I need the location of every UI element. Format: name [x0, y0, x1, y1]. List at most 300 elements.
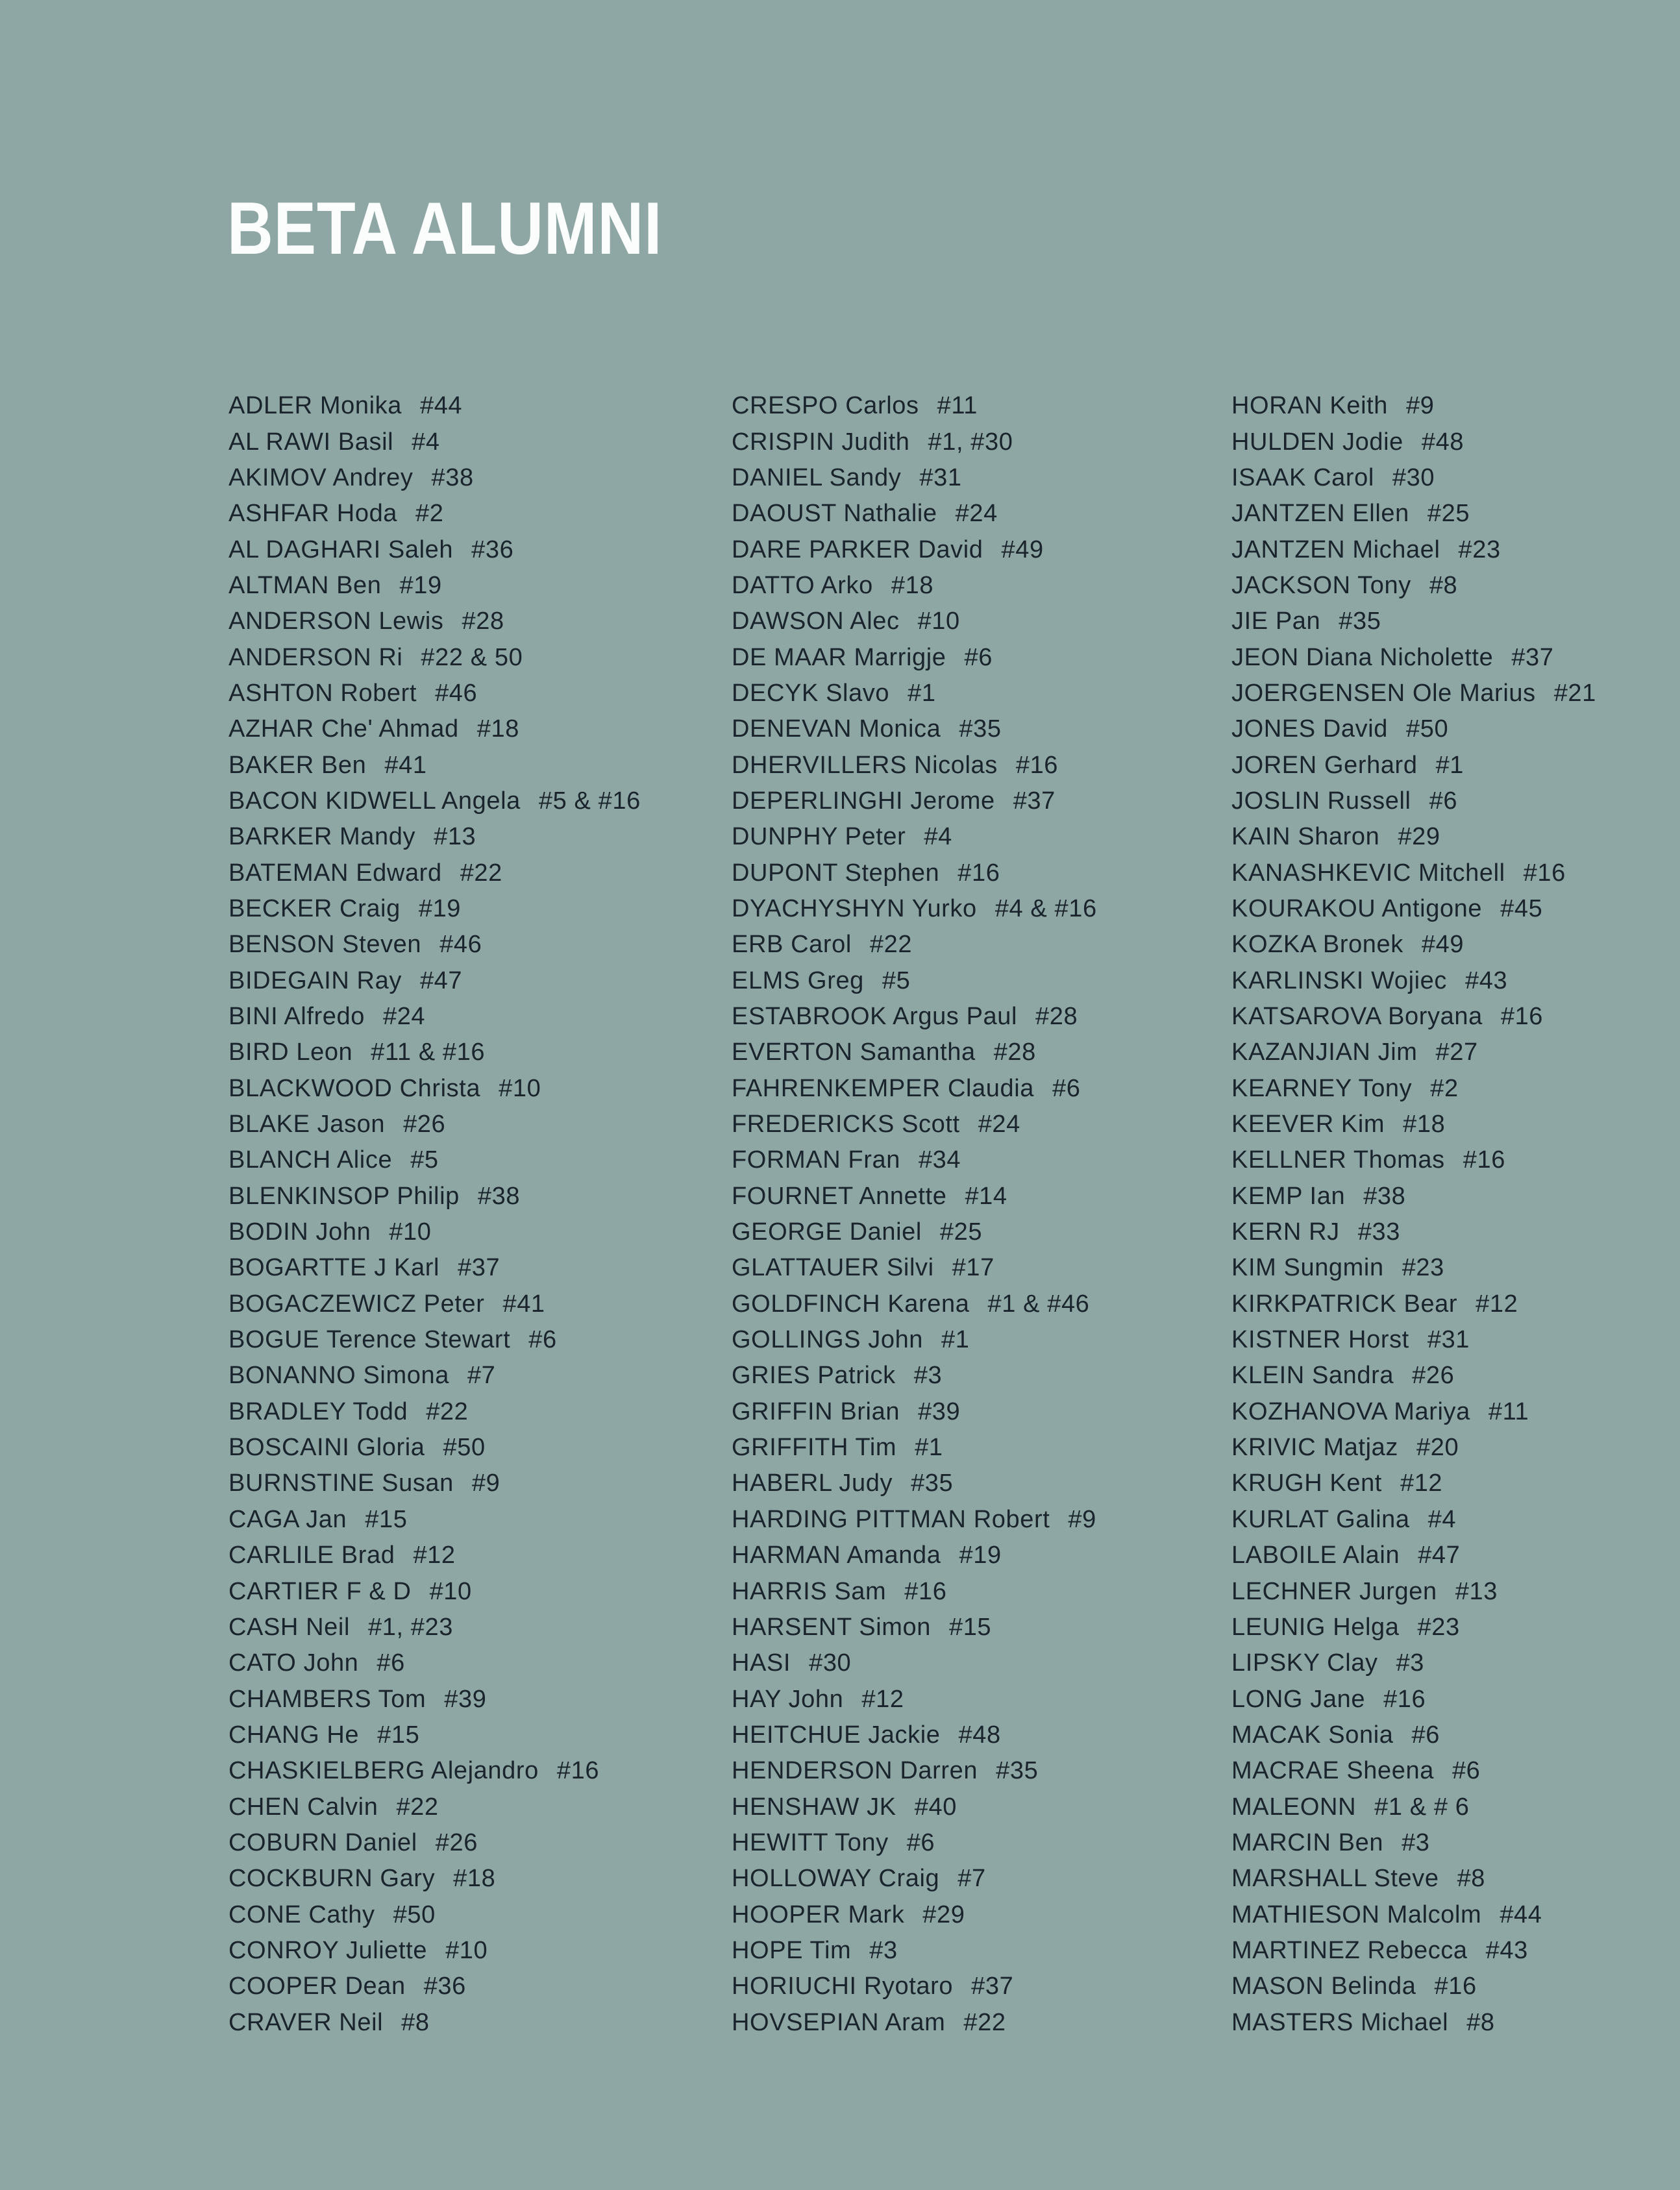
- alumni-issue-number: #1: [1435, 751, 1464, 779]
- list-item: [1231, 1573, 1680, 1609]
- alumni-issue-number: #17: [952, 1254, 994, 1282]
- alumni-issue-number: #35: [1339, 608, 1381, 635]
- alumni-name: ANDERSON Lewis: [229, 608, 444, 635]
- alumni-name: KEARNEY Tony: [1231, 1074, 1413, 1102]
- list-item: [1231, 1933, 1680, 1969]
- alumni-issue-number: #3: [869, 1936, 898, 1964]
- alumni-name: ERB Carol: [732, 931, 852, 959]
- list-item: [229, 1933, 722, 1969]
- alumni-issue-number: #23: [1458, 535, 1501, 563]
- alumni-name: KURLAT Galina: [1231, 1505, 1410, 1533]
- alumni-name: LIPSKY Clay: [1231, 1649, 1378, 1677]
- alumni-issue-number: #10: [429, 1577, 472, 1605]
- alumni-name: HARSENT Simon: [732, 1613, 931, 1641]
- alumni-issue-number: #18: [891, 571, 934, 599]
- alumni-issue-number: #37: [1013, 787, 1056, 815]
- list-item: [732, 855, 1225, 891]
- alumni-name: CHANG He: [229, 1721, 360, 1749]
- alumni-issue-number: #16: [556, 1757, 600, 1785]
- list-item: [229, 1861, 722, 1897]
- list-item: [1231, 1681, 1680, 1717]
- list-item: [732, 1897, 1225, 1932]
- list-item: [1231, 1789, 1680, 1825]
- list-item: [732, 496, 1225, 532]
- list-item: [732, 1861, 1225, 1897]
- list-item: [1231, 1035, 1680, 1070]
- alumni-name: MACRAE Sheena: [1231, 1757, 1434, 1785]
- alumni-issue-number: #20: [1416, 1434, 1459, 1462]
- list-item: [732, 963, 1225, 999]
- list-item: [229, 568, 722, 604]
- list-item: [229, 1107, 722, 1142]
- alumni-issue-number: #45: [1500, 894, 1543, 922]
- alumni-name: BONANNO Simona: [229, 1362, 449, 1390]
- list-item: [1231, 676, 1680, 711]
- alumni-issue-number: #3: [1396, 1649, 1425, 1677]
- list-item: [229, 1179, 722, 1214]
- alumni-name: CASH Neil: [229, 1613, 350, 1641]
- alumni-name: ASHFAR Hoda: [229, 500, 398, 528]
- alumni-name: ANDERSON Ri: [229, 643, 403, 671]
- alumni-name: KLEIN Sandra: [1231, 1362, 1394, 1390]
- list-item: [229, 927, 722, 963]
- alumni-issue-number: #37: [971, 1973, 1014, 2000]
- list-item: [1231, 1107, 1680, 1142]
- alumni-issue-number: #22: [460, 859, 502, 887]
- alumni-issue-number: #44: [419, 392, 463, 420]
- alumni-name: ASHTON Robert: [229, 679, 417, 707]
- list-item: [229, 1358, 722, 1394]
- list-item: [1231, 963, 1680, 999]
- alumni-name: HAY John: [732, 1685, 844, 1713]
- alumni-issue-number: #1 & #46: [987, 1290, 1090, 1318]
- alumni-name: CRESPO Carlos: [732, 392, 919, 420]
- alumni-issue-number: #50: [393, 1901, 436, 1928]
- alumni-issue-number: #2: [415, 500, 444, 528]
- alumni-name: KATSAROVA Boryana: [1231, 1003, 1483, 1031]
- alumni-issue-number: #38: [477, 1182, 521, 1210]
- list-item: [229, 711, 722, 747]
- alumni-issue-number: #41: [384, 751, 427, 779]
- alumni-name: HARMAN Amanda: [732, 1542, 941, 1569]
- alumni-name: KEMP Ian: [1231, 1182, 1346, 1210]
- alumni-name: ESTABROOK Argus Paul: [732, 1003, 1018, 1031]
- list-item: [1231, 1825, 1680, 1861]
- alumni-name: CRISPIN Judith: [732, 428, 910, 456]
- list-item: [229, 999, 722, 1035]
- alumni-issue-number: #26: [403, 1111, 446, 1138]
- alumni-name: HARRIS Sam: [732, 1577, 887, 1605]
- alumni-name: BOSCAINI Gloria: [229, 1434, 425, 1462]
- alumni-name: AZHAR Che' Ahmad: [229, 715, 459, 743]
- alumni-issue-number: #11: [1488, 1397, 1529, 1425]
- list-item: [1231, 1717, 1680, 1753]
- alumni-name: DAWSON Alec: [732, 608, 900, 635]
- list-item: [732, 1430, 1225, 1466]
- alumni-issue-number: #19: [959, 1542, 1002, 1569]
- list-item: [732, 1645, 1225, 1681]
- list-item: [732, 1286, 1225, 1322]
- list-item: [1231, 783, 1680, 819]
- alumni-name: DEPERLINGHI Jerome: [732, 787, 995, 815]
- alumni-issue-number: #36: [423, 1973, 466, 2000]
- alumni-name: HABERL Judy: [732, 1470, 893, 1497]
- list-item: [1231, 711, 1680, 747]
- list-item: [732, 891, 1225, 927]
- alumni-issue-number: #43: [1485, 1936, 1528, 1964]
- list-item: [732, 639, 1225, 675]
- list-item: [229, 963, 722, 999]
- alumni-name: GRIFFIN Brian: [732, 1397, 900, 1425]
- alumni-issue-number: #4: [924, 823, 952, 851]
- alumni-issue-number: #16: [1434, 1973, 1477, 2000]
- alumni-name: HENDERSON Darren: [732, 1757, 978, 1785]
- alumni-name: DHERVILLERS Nicolas: [732, 751, 998, 779]
- page-title: BETA ALUMNI: [227, 188, 663, 270]
- alumni-issue-number: #47: [1418, 1542, 1461, 1569]
- list-item: [1231, 639, 1680, 675]
- alumni-name: MASON Belinda: [1231, 1973, 1416, 2000]
- alumni-name: KIM Sungmin: [1231, 1254, 1384, 1282]
- list-item: [732, 388, 1225, 424]
- list-item: [229, 1897, 722, 1932]
- alumni-issue-number: #48: [1421, 428, 1464, 456]
- list-item: [229, 783, 722, 819]
- alumni-name: JANTZEN Michael: [1231, 535, 1440, 563]
- alumni-issue-number: #33: [1357, 1218, 1400, 1246]
- alumni-issue-number: #12: [861, 1685, 904, 1713]
- alumni-issue-number: #25: [1427, 500, 1470, 528]
- alumni-issue-number: #35: [996, 1757, 1039, 1785]
- alumni-name: KAIN Sharon: [1231, 823, 1380, 851]
- list-item: [229, 1322, 722, 1358]
- list-item: [229, 855, 722, 891]
- alumni-issue-number: #14: [965, 1182, 1007, 1210]
- alumni-issue-number: #28: [993, 1039, 1036, 1066]
- list-item: [732, 568, 1225, 604]
- alumni-issue-number: #10: [445, 1936, 488, 1964]
- list-item: [732, 1969, 1225, 2004]
- list-item: [229, 532, 722, 567]
- alumni-issue-number: #36: [471, 535, 514, 563]
- alumni-name: JONES David: [1231, 715, 1389, 743]
- alumni-name: DARE PARKER David: [732, 535, 983, 563]
- list-item: [732, 1681, 1225, 1717]
- alumni-issue-number: #16: [957, 859, 1000, 887]
- list-item: [1231, 388, 1680, 424]
- alumni-issue-number: #35: [959, 715, 1002, 743]
- alumni-issue-number: #50: [443, 1434, 486, 1462]
- alumni-issue-number: #6: [1451, 1757, 1481, 1785]
- alumni-issue-number: #8: [1457, 1865, 1486, 1893]
- list-item: [732, 1035, 1225, 1070]
- alumni-name: DANIEL Sandy: [732, 463, 902, 491]
- list-item: [732, 532, 1225, 567]
- list-item: [229, 1717, 722, 1753]
- alumni-name: JEON Diana Nicholette: [1231, 643, 1494, 671]
- alumni-issue-number: #8: [1429, 571, 1458, 599]
- alumni-name: COOPER Dean: [229, 1973, 406, 2000]
- list-item: [229, 819, 722, 855]
- list-item: [732, 711, 1225, 747]
- list-item: [732, 1179, 1225, 1214]
- alumni-name: LABOILE Alain: [1231, 1542, 1400, 1569]
- alumni-issue-number: #37: [458, 1254, 500, 1282]
- list-item: [1231, 1538, 1680, 1573]
- alumni-issue-number: #8: [1466, 2008, 1495, 2036]
- alumni-issue-number: #49: [1001, 535, 1044, 563]
- alumni-issue-number: #15: [377, 1721, 420, 1749]
- list-item: [229, 496, 722, 532]
- list-item: [229, 1825, 722, 1861]
- alumni-issue-number: #27: [1435, 1039, 1478, 1066]
- alumni-issue-number: #13: [1455, 1577, 1498, 1605]
- list-item: [732, 747, 1225, 783]
- list-item: [229, 1969, 722, 2004]
- alumni-name: FOURNET Annette: [732, 1182, 947, 1210]
- list-item: [229, 424, 722, 460]
- alumni-issue-number: #5: [410, 1146, 439, 1174]
- alumni-name: GOLDFINCH Karena: [732, 1290, 970, 1318]
- alumni-issue-number: #1, #23: [368, 1613, 453, 1641]
- alumni-name: LONG Jane: [1231, 1685, 1366, 1713]
- alumni-name: BAKER Ben: [229, 751, 367, 779]
- list-item: [1231, 1142, 1680, 1178]
- alumni-name: JOREN Gerhard: [1231, 751, 1418, 779]
- list-item: [732, 1107, 1225, 1142]
- list-item: [229, 1250, 722, 1286]
- alumni-issue-number: #40: [914, 1793, 957, 1821]
- list-item: [732, 1358, 1225, 1394]
- alumni-issue-number: #46: [439, 931, 482, 959]
- alumni-issue-number: #28: [462, 608, 504, 635]
- alumni-issue-number: #46: [435, 679, 478, 707]
- list-item: [1231, 568, 1680, 604]
- list-item: [229, 1286, 722, 1322]
- list-item: [1231, 1897, 1680, 1932]
- alumni-name: CARLILE Brad: [229, 1542, 395, 1569]
- list-item: [229, 1466, 722, 1501]
- list-item: [229, 1035, 722, 1070]
- alumni-issue-number: #22: [396, 1793, 439, 1821]
- list-item: [1231, 424, 1680, 460]
- alumni-name: BECKER Craig: [229, 894, 401, 922]
- list-item: [732, 2004, 1225, 2040]
- list-item: [229, 1753, 722, 1789]
- alumni-issue-number: #12: [1476, 1290, 1518, 1318]
- list-item: [732, 424, 1225, 460]
- alumni-name: HEITCHUE Jackie: [732, 1721, 941, 1749]
- list-item: [732, 1142, 1225, 1178]
- alumni-name: BOGARTTE J Karl: [229, 1254, 440, 1282]
- alumni-issue-number: #39: [444, 1685, 487, 1713]
- list-item: [732, 676, 1225, 711]
- alumni-issue-number: #16: [1500, 1003, 1544, 1031]
- alumni-issue-number: #35: [911, 1470, 954, 1497]
- alumni-name: AKIMOV Andrey: [229, 463, 414, 491]
- alumni-issue-number: #38: [431, 463, 474, 491]
- alumni-name: BLENKINSOP Philip: [229, 1182, 460, 1210]
- alumni-column-3: [1231, 388, 1680, 2041]
- list-item: [1231, 1214, 1680, 1250]
- alumni-name: CRAVER Neil: [229, 2008, 384, 2036]
- alumni-name: KANASHKEVIC Mitchell: [1231, 859, 1505, 887]
- alumni-issue-number: #1: [915, 1434, 943, 1462]
- list-item: [732, 1322, 1225, 1358]
- list-item: [1231, 891, 1680, 927]
- list-item: [229, 1142, 722, 1178]
- alumni-issue-number: #11: [937, 392, 978, 420]
- alumni-name: BATEMAN Edward: [229, 859, 442, 887]
- alumni-issue-number: #30: [809, 1649, 852, 1677]
- alumni-issue-number: #28: [1035, 1003, 1078, 1031]
- alumni-issue-number: #44: [1500, 1901, 1542, 1928]
- alumni-name: KAZANJIAN Jim: [1231, 1039, 1418, 1066]
- alumni-issue-number: #43: [1465, 966, 1508, 994]
- alumni-issue-number: #6: [1052, 1074, 1081, 1102]
- alumni-issue-number: #9: [471, 1470, 500, 1497]
- alumni-name: EVERTON Samantha: [732, 1039, 976, 1066]
- alumni-issue-number: #38: [1363, 1182, 1406, 1210]
- alumni-name: MASTERS Michael: [1231, 2008, 1449, 2036]
- alumni-name: KEEVER Kim: [1231, 1111, 1385, 1138]
- alumni-name: BIDEGAIN Ray: [229, 966, 402, 994]
- alumni-name: BLACKWOOD Christa: [229, 1074, 481, 1102]
- alumni-name: BINI Alfredo: [229, 1003, 365, 1031]
- alumni-issue-number: #23: [1402, 1254, 1444, 1282]
- alumni-issue-number: #10: [389, 1218, 432, 1246]
- alumni-name: HORIUCHI Ryotaro: [732, 1973, 954, 2000]
- alumni-name: FAHRENKEMPER Claudia: [732, 1074, 1035, 1102]
- alumni-issue-number: #6: [528, 1326, 557, 1354]
- alumni-issue-number: #12: [413, 1542, 456, 1569]
- list-item: [1231, 1430, 1680, 1466]
- list-item: [229, 1394, 722, 1430]
- alumni-name: BODIN John: [229, 1218, 371, 1246]
- list-item: [1231, 532, 1680, 567]
- list-item: [732, 1717, 1225, 1753]
- alumni-issue-number: #16: [1523, 859, 1566, 887]
- alumni-name: BLANCH Alice: [229, 1146, 393, 1174]
- alumni-issue-number: #5: [882, 966, 911, 994]
- alumni-issue-number: #8: [401, 2008, 430, 2036]
- alumni-name: KISTNER Horst: [1231, 1326, 1409, 1354]
- list-item: [1231, 1358, 1680, 1394]
- list-item: [1231, 1322, 1680, 1358]
- alumni-name: CHASKIELBERG Alejandro: [229, 1757, 539, 1785]
- alumni-name: ADLER Monika: [229, 392, 402, 420]
- alumni-name: BACON KIDWELL Angela: [229, 787, 521, 815]
- list-item: [732, 819, 1225, 855]
- alumni-issue-number: #34: [918, 1146, 961, 1174]
- alumni-issue-number: #6: [1411, 1721, 1440, 1749]
- list-item: [1231, 604, 1680, 639]
- list-item: [732, 1538, 1225, 1573]
- alumni-name: BOGUE Terence Stewart: [229, 1326, 511, 1354]
- alumni-issue-number: #19: [399, 571, 442, 599]
- list-item: [229, 1071, 722, 1107]
- alumni-issue-number: #6: [906, 1828, 935, 1856]
- alumni-name: HARDING PITTMAN Robert: [732, 1505, 1050, 1533]
- alumni-name: AL DAGHARI Saleh: [229, 535, 454, 563]
- list-item: [229, 460, 722, 496]
- alumni-name: HASI: [732, 1649, 791, 1677]
- alumni-issue-number: #22: [963, 2008, 1006, 2036]
- alumni-issue-number: #31: [919, 463, 962, 491]
- alumni-issue-number: #1, #30: [928, 428, 1013, 456]
- list-item: [1231, 1969, 1680, 2004]
- alumni-issue-number: #4: [412, 428, 440, 456]
- list-item: [1231, 1179, 1680, 1214]
- alumni-name: DAOUST Nathalie: [732, 500, 937, 528]
- alumni-name: JACKSON Tony: [1231, 571, 1411, 599]
- alumni-name: AL RAWI Basil: [229, 428, 394, 456]
- alumni-name: KERN RJ: [1231, 1218, 1340, 1246]
- alumni-name: KOURAKOU Antigone: [1231, 894, 1483, 922]
- alumni-issue-number: #23: [1417, 1613, 1460, 1641]
- list-item: [229, 1502, 722, 1538]
- alumni-name: JOERGENSEN Ole Marius: [1231, 679, 1536, 707]
- list-item: [1231, 496, 1680, 532]
- alumni-issue-number: #16: [904, 1577, 947, 1605]
- alumni-column-2: [732, 388, 1225, 2041]
- alumni-name: DE MAAR Marrigje: [732, 643, 946, 671]
- alumni-issue-number: #11 & #16: [371, 1039, 486, 1066]
- alumni-name: BOGACZEWICZ Peter: [229, 1290, 485, 1318]
- alumni-issue-number: #3: [913, 1362, 943, 1390]
- alumni-name: HOLLOWAY Craig: [732, 1865, 940, 1893]
- list-item: [1231, 927, 1680, 963]
- alumni-name: DYACHYSHYN Yurko: [732, 894, 977, 922]
- alumni-issue-number: #12: [1400, 1470, 1443, 1497]
- alumni-name: FREDERICKS Scott: [732, 1111, 960, 1138]
- alumni-name: ISAAK Carol: [1231, 463, 1374, 491]
- alumni-issue-number: #18: [476, 715, 519, 743]
- list-item: [229, 1681, 722, 1717]
- list-item: [732, 999, 1225, 1035]
- list-item: [229, 1789, 722, 1825]
- alumni-name: KOZKA Bronek: [1231, 931, 1403, 959]
- list-item: [732, 1250, 1225, 1286]
- list-item: [1231, 1861, 1680, 1897]
- alumni-issue-number: #2: [1430, 1074, 1459, 1102]
- alumni-name: HULDEN Jodie: [1231, 428, 1403, 456]
- alumni-issue-number: #24: [955, 500, 998, 528]
- alumni-name: BIRD Leon: [229, 1039, 353, 1066]
- alumni-name: HEWITT Tony: [732, 1828, 889, 1856]
- alumni-issue-number: #22: [869, 931, 913, 959]
- list-item: [229, 2004, 722, 2040]
- list-item: [1231, 1753, 1680, 1789]
- list-item: [732, 1573, 1225, 1609]
- list-item: [732, 1071, 1225, 1107]
- alumni-name: LEUNIG Helga: [1231, 1613, 1400, 1641]
- alumni-issue-number: #37: [1511, 643, 1554, 671]
- list-item: [732, 1933, 1225, 1969]
- alumni-name: BARKER Mandy: [229, 823, 416, 851]
- alumni-name: CHAMBERS Tom: [229, 1685, 426, 1713]
- alumni-name: HENSHAW JK: [732, 1793, 896, 1821]
- alumni-name: CAGA Jan: [229, 1505, 347, 1533]
- alumni-issue-number: #3: [1402, 1828, 1430, 1856]
- alumni-issue-number: #4: [1427, 1505, 1457, 1533]
- alumni-issue-number: #10: [499, 1074, 541, 1102]
- alumni-issue-number: #9: [1068, 1505, 1096, 1533]
- alumni-issue-number: #16: [1383, 1685, 1426, 1713]
- list-item: [229, 388, 722, 424]
- list-item: [229, 676, 722, 711]
- list-item: [732, 1394, 1225, 1430]
